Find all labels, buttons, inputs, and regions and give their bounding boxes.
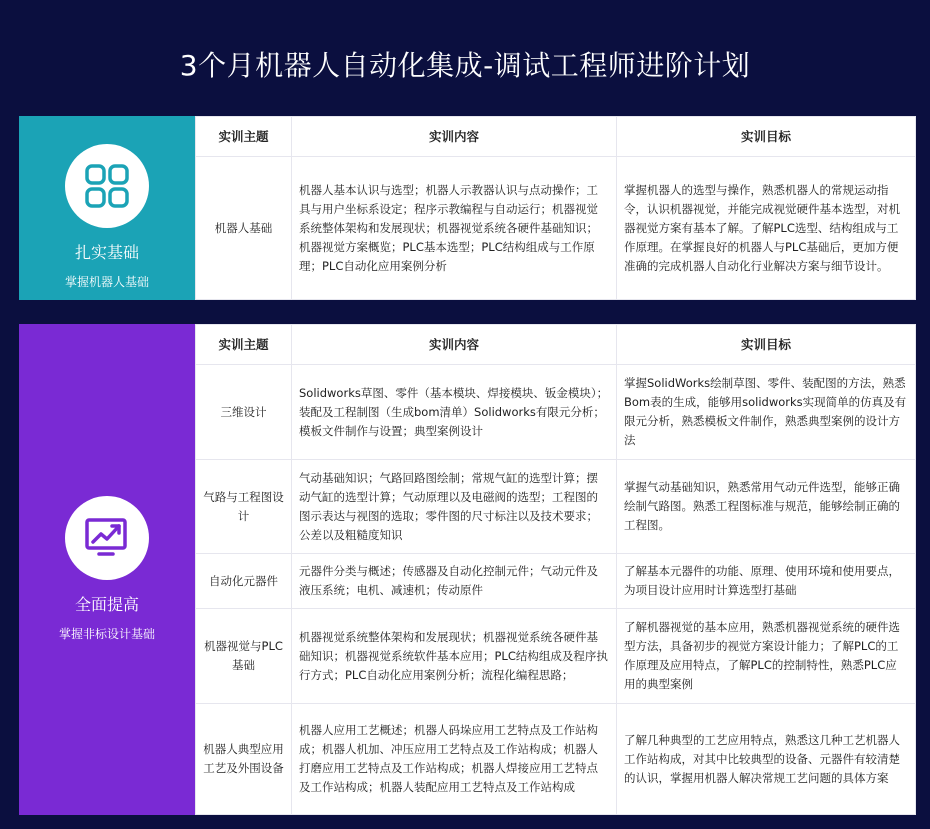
- training-table: [195, 324, 916, 815]
- row-content: 机器人应用工艺概述；机器人码垛应用工艺特点及工作站构成；机器人机加、冲压应用工艺特点及工作站构成；机器人打磨应用工艺特点及工作站构成；机器人焊接应用工艺特点及工作站构成；机器人装配应用工艺特点及工作站构成: [292, 704, 617, 815]
- section-subtitle: 掌握非标设计基础: [58, 627, 155, 641]
- table-row: [196, 157, 916, 300]
- row-goal: 了解几种典型的工艺应用特点，熟悉这几种工艺机器人工作站构成，对其中比较典型的设备、元器件有较清楚的认识，掌握用机器人解决常规工艺问题的具体方案: [617, 704, 916, 815]
- training-table: [195, 116, 916, 300]
- row-goal: 掌握SolidWorks绘制草图、零件、装配图的方法，熟悉 Bom表的生成，能够用solidworks实现简单的仿真及有限元分析，熟悉模板文件制作，熟悉典型案例的设计方法: [617, 365, 916, 460]
- table-row: [196, 365, 916, 460]
- row-goal: 了解基本元器件的功能、原理、使用环境和使用要点，为项目设计应用时计算选型打基础: [617, 554, 916, 609]
- table-row: [196, 704, 916, 815]
- header-topic: 实训主题: [196, 117, 292, 157]
- grid-icon: [84, 163, 130, 209]
- section-subtitle: 掌握机器人基础: [64, 275, 149, 289]
- header-content: 实训内容: [292, 325, 617, 365]
- row-content: 元器件分类与概述；传感器及自动化控制元件；气动元件及液压系统；电机、减速机；传动原件: [292, 554, 617, 609]
- row-topic: 三维设计: [196, 365, 292, 460]
- row-topic: 机器视觉与PLC基础: [196, 609, 292, 704]
- table-row: [196, 460, 916, 554]
- header-topic: 实训主题: [196, 325, 292, 365]
- table-header-row: [196, 117, 916, 157]
- section-name: 扎实基础: [74, 243, 139, 262]
- section-foundation: [19, 116, 915, 300]
- row-content: 气动基础知识；气路回路图绘制；常规气缸的选型计算；摆动气缸的选型计算；气动原理以及电磁阀的选型；工程图的图示表达与视图的选取；零件图的尺寸标注以及技术要求；公差以及粗糙度知识: [292, 460, 617, 554]
- row-goal: 掌握气动基础知识，熟悉常用气动元件选型，能够正确绘制气路图。熟悉工程图标准与规范，能够绘制正确的工程图。: [617, 460, 916, 554]
- row-content: Solidworks草图、零件（基本模块、焊接模块、钣金模块）；装配及工程制图（生成bom清单）Solidworks有限元分析；模板文件制作与设置；典型案例设计: [292, 365, 617, 460]
- row-topic: 气路与工程图设计: [196, 460, 292, 554]
- row-topic: 自动化元器件: [196, 554, 292, 609]
- header-goal: 实训目标: [617, 325, 916, 365]
- table-row: [196, 554, 916, 609]
- section-side-panel: [19, 116, 195, 300]
- trend-chart-icon: [83, 515, 131, 561]
- table-row: [196, 609, 916, 704]
- table-header-row: [196, 325, 916, 365]
- section-side-panel: [19, 324, 195, 815]
- page-title: 3个月机器人自动化集成-调试工程师进阶计划: [179, 49, 751, 82]
- header-goal: 实训目标: [617, 117, 916, 157]
- row-goal: 了解机器视觉的基本应用，熟悉机器视觉系统的硬件选型方法，具备初步的视觉方案设计能力；了解PLC的工作原理及应用特点，了解PLC的控制特性，熟悉PLC应用的典型案例: [617, 609, 916, 704]
- header-content: 实训内容: [292, 117, 617, 157]
- section-name: 全面提高: [74, 595, 139, 614]
- icon-circle: [65, 496, 149, 580]
- section-improvement: [19, 324, 915, 815]
- row-topic: 机器人基础: [196, 157, 292, 300]
- icon-circle: [65, 144, 149, 228]
- row-content: 机器视觉系统整体架构和发展现状；机器视觉系统各硬件基础知识；机器视觉系统软件基本应用；PLC结构组成及程序执行方式；PLC自动化应用案例分析；流程化编程思路；: [292, 609, 617, 704]
- row-topic: 机器人典型应用工艺及外围设备: [196, 704, 292, 815]
- row-goal: 掌握机器人的选型与操作，熟悉机器人的常规运动指令，认识机器视觉，并能完成视觉硬件基本选型，对机器视觉方案有基本了解。了解PLC选型、结构组成与工作原理。在掌握良好的机器人与PLC基础后，更加方便准确的完成机器人自动化行业解决方案与细节设计。: [617, 157, 916, 300]
- row-content: 机器人基本认识与选型；机器人示教器认识与点动操作；工具与用户坐标系设定；程序示教编程与自动运行；机器视觉系统整体架构和发展现状；机器视觉系统各硬件基础知识；机器视觉方案概览；PLC基本选型；PLC结构组成与工作原理；PLC自动化应用案例分析: [292, 157, 617, 300]
